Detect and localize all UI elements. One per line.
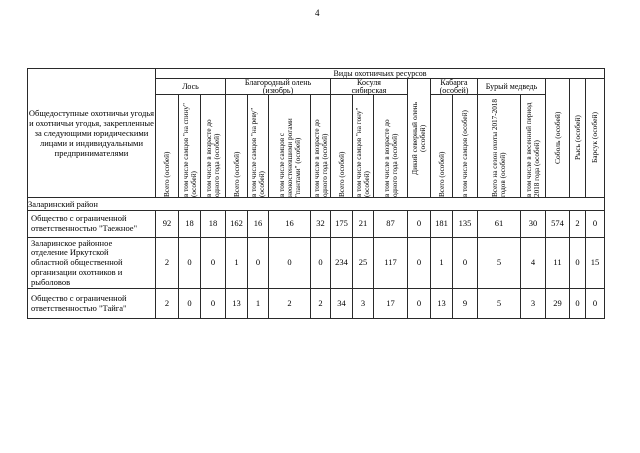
group-header-elk: Лось — [156, 79, 226, 95]
value-cell: 0 — [248, 238, 269, 289]
group-header-red-deer-label: Благородный олень (изюбрь) — [244, 78, 312, 95]
value-cell: 0 — [179, 289, 201, 319]
group-header-lynx — [570, 79, 586, 198]
value-cell: 0 — [408, 211, 431, 238]
column-header-label: в том числе самцов "на спину" (особей) — [181, 103, 198, 198]
column-header-label: в том числе самцов с неокостеневшими рогами "пантами" (особей) — [277, 118, 302, 198]
column-header-label: Всего (особей) — [232, 151, 241, 198]
table-row — [28, 289, 605, 319]
value-cell: 175 — [331, 211, 353, 238]
value-cell: 0 — [311, 238, 331, 289]
value-cell: 9 — [453, 289, 478, 319]
value-cell: 0 — [453, 238, 478, 289]
value-cell: 135 — [453, 211, 478, 238]
group-header-badger-label: Барсук (особей) — [590, 112, 600, 164]
value-cell: 5 — [478, 289, 521, 319]
value-cell: 1 — [248, 289, 269, 319]
column-header-label: Всего (особей) — [437, 151, 446, 198]
column-header-red-deer-males-rut — [248, 95, 269, 198]
value-cell: 25 — [353, 238, 374, 289]
value-cell: 181 — [431, 211, 453, 238]
value-cell: 574 — [546, 211, 570, 238]
column-header-roe-deer-total — [331, 95, 353, 198]
value-cell: 5 — [478, 238, 521, 289]
column-header-red-deer-under-one-year — [311, 95, 331, 198]
group-header-lynx-label: Рысь (особей) — [572, 115, 582, 161]
value-cell: 0 — [408, 289, 431, 319]
value-cell: 92 — [156, 211, 179, 238]
column-header-roe-deer-males — [353, 95, 374, 198]
value-cell: 11 — [546, 238, 570, 289]
table-row — [28, 238, 605, 289]
page-number: 4 — [315, 8, 320, 18]
value-cell: 16 — [269, 211, 311, 238]
value-cell: 0 — [570, 238, 586, 289]
stub-header-text: Общедоступные охотничьи угодья и охотничьи угодья, закрепленные за следующими юридическими лицами и индивидуальными предпринимателями — [28, 108, 155, 159]
value-cell: 4 — [521, 238, 546, 289]
column-header-elk-under-one-year — [201, 95, 226, 198]
group-header-musk-deer: Кабарга (особей) — [431, 79, 478, 95]
value-cell: 3 — [521, 289, 546, 319]
table-body — [28, 198, 605, 319]
value-cell: 2 — [311, 289, 331, 319]
value-cell: 61 — [478, 211, 521, 238]
value-cell: 18 — [179, 211, 201, 238]
table-row — [28, 211, 605, 238]
value-cell: 0 — [586, 289, 605, 319]
organization-name: Общество с ограниченной ответственностью "Таежное" — [28, 211, 156, 238]
value-cell: 234 — [331, 238, 353, 289]
value-cell: 0 — [179, 238, 201, 289]
column-header-elk-total — [156, 95, 179, 198]
group-header-reindeer — [408, 79, 431, 198]
column-header-label: в том числе в возрасте до одного года (особей) — [382, 119, 399, 198]
value-cell: 13 — [431, 289, 453, 319]
value-cell: 1 — [226, 238, 248, 289]
column-header-label: в том числе в весенний период 2018 года (особей) — [525, 102, 541, 198]
column-header-brown-bear-spring — [521, 95, 546, 198]
value-cell: 34 — [331, 289, 353, 319]
value-cell: 16 — [248, 211, 269, 238]
stub-header — [28, 69, 156, 198]
header-row-top — [28, 69, 605, 79]
value-cell: 29 — [546, 289, 570, 319]
column-header-label: в том числе в возрасте до одного года (особей) — [205, 119, 221, 198]
section-title: Заларинский район — [28, 198, 605, 211]
value-cell: 0 — [586, 211, 605, 238]
value-cell: 18 — [201, 211, 226, 238]
column-header-red-deer-total — [226, 95, 248, 198]
column-header-elk-males — [179, 95, 201, 198]
value-cell: 162 — [226, 211, 248, 238]
column-header-label: в том числе самцов "на реву" (особей) — [250, 108, 266, 198]
value-cell: 87 — [374, 211, 408, 238]
hunting-resources-table — [27, 68, 605, 319]
value-cell: 30 — [521, 211, 546, 238]
group-header-roe-deer-label: Косуля сибирская — [351, 78, 387, 95]
value-cell: 17 — [374, 289, 408, 319]
group-header-reindeer-label: Дикий северный олень (особей) — [410, 101, 427, 175]
group-header-brown-bear: Бурый медведь — [478, 79, 546, 95]
resources-header: Виды охотничьих ресурсов — [156, 69, 605, 79]
value-cell: 13 — [226, 289, 248, 319]
column-header-label: в том числе самцов (особей) — [461, 110, 469, 198]
column-header-brown-bear-season-total — [478, 95, 521, 198]
group-header-sable-label: Соболь (особей) — [552, 111, 562, 165]
column-header-musk-deer-total — [431, 95, 453, 198]
value-cell: 2 — [269, 289, 311, 319]
group-header-sable — [546, 79, 570, 198]
value-cell: 32 — [311, 211, 331, 238]
value-cell: 2 — [156, 238, 179, 289]
organization-name: Заларинское районное отделение Иркутской областной общественной организации охотников и рыболовов — [28, 238, 156, 289]
value-cell: 117 — [374, 238, 408, 289]
value-cell: 0 — [570, 289, 586, 319]
value-cell: 15 — [586, 238, 605, 289]
value-cell: 2 — [156, 289, 179, 319]
value-cell: 21 — [353, 211, 374, 238]
value-cell: 0 — [408, 238, 431, 289]
value-cell: 0 — [201, 289, 226, 319]
section-row — [28, 198, 605, 211]
table-header — [28, 69, 605, 198]
column-header-red-deer-males-velvet-antlers — [269, 95, 311, 198]
column-header-label: Всего (особей) — [163, 151, 171, 198]
value-cell: 0 — [269, 238, 311, 289]
value-cell: 3 — [353, 289, 374, 319]
value-cell: 1 — [431, 238, 453, 289]
column-header-label: Всего на сезон охоты 2017-2018 годов (особей) — [491, 99, 507, 198]
column-header-label: в том числе в возрасте до одного года (особей) — [312, 119, 329, 198]
value-cell: 0 — [201, 238, 226, 289]
group-header-roe-deer — [331, 79, 408, 95]
group-header-badger — [586, 79, 605, 198]
group-header-red-deer — [226, 79, 331, 95]
column-header-label: в том числе самцов "на гону" (особей) — [355, 107, 371, 198]
column-header-roe-deer-under-one-year — [374, 95, 408, 198]
column-header-label: Всего (особей) — [337, 151, 346, 198]
organization-name: Общество с ограниченной ответственностью "Тайга" — [28, 289, 156, 319]
value-cell: 2 — [570, 211, 586, 238]
column-header-musk-deer-males — [453, 95, 478, 198]
